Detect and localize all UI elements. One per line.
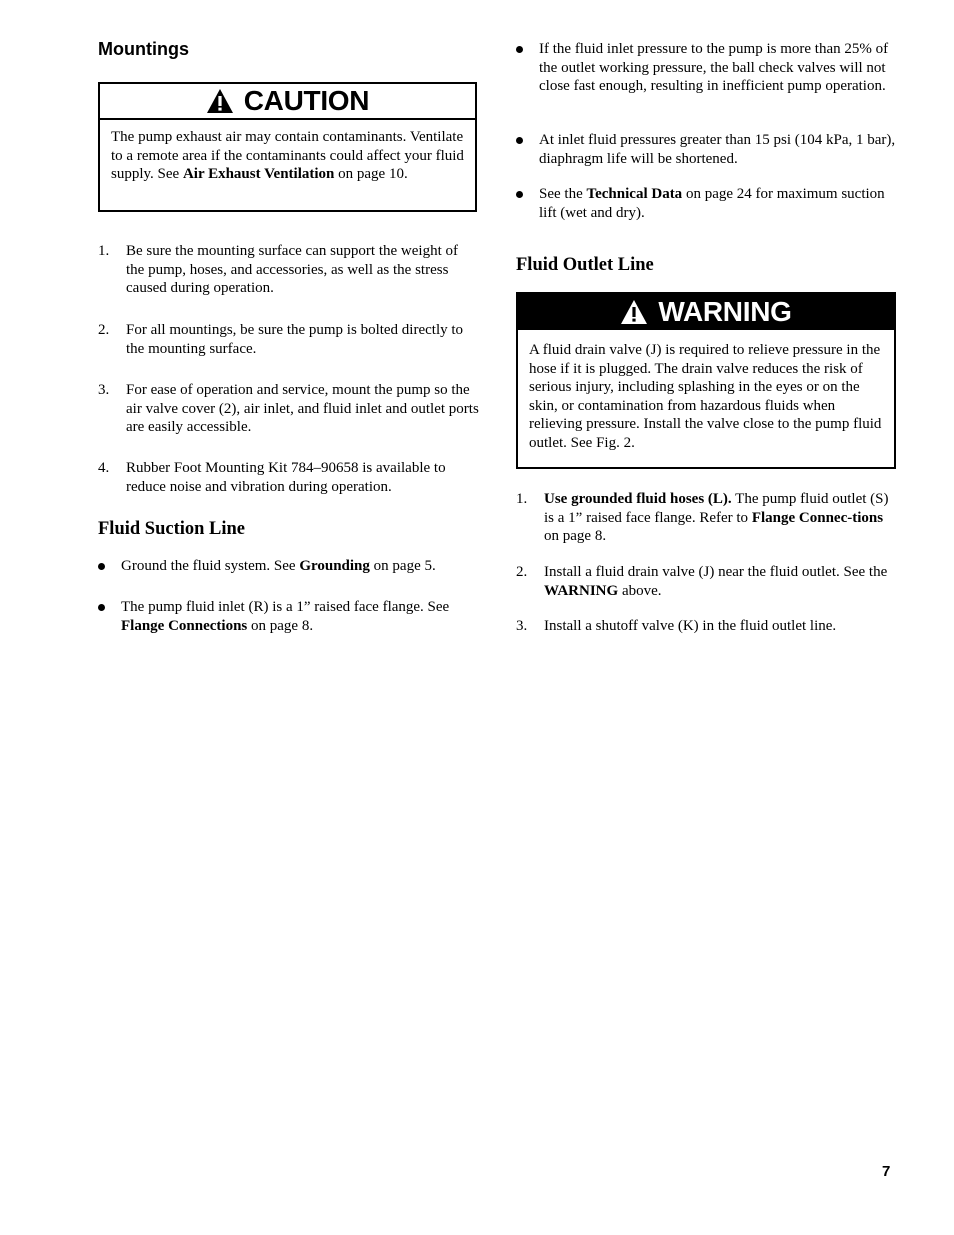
bullet-icon <box>516 137 523 144</box>
caution-header <box>100 84 475 120</box>
outlet-step-3: 3. Install a shutoff valve (K) in the fluid outlet line. <box>516 618 837 634</box>
fluid-suction-heading: Fluid Suction Line <box>98 519 246 539</box>
caution-label: CAUTION <box>243 84 370 116</box>
warning-triangle-icon <box>206 88 234 114</box>
suction-bullet-1: Ground the fluid system. See Grounding on page 5. <box>98 557 480 576</box>
inlet-bullet-3: See the Technical Data on page 24 for maximum suction lift (wet and dry). <box>516 185 896 222</box>
mounting-step-3: 3. For ease of operation and service, mount the pump so the air valve cover (2), air inlet, and fluid inlet and outlet ports are easily accessible. <box>98 382 479 436</box>
caution-text: The pump exhaust air may contain contaminants. Ventilate to a remote area if the contaminants could affect your fluid supply. See Air Exhaust Ventilation on page 10. <box>111 129 464 183</box>
warning-label: WARNING <box>658 295 792 327</box>
fluid-outlet-heading: Fluid Outlet Line <box>516 255 654 275</box>
caution-box <box>98 82 477 212</box>
bullet-icon <box>516 191 523 198</box>
bullet-icon <box>516 46 523 53</box>
inlet-bullet-2: At inlet fluid pressures greater than 15 psi (104 kPa, 1 bar), diaphragm life will be shortened. <box>516 131 896 168</box>
outlet-step-2: 2. Install a fluid drain valve (J) near the fluid outlet. See the WARNING above. <box>516 564 888 599</box>
mounting-step-1: 1. Be sure the mounting surface can support the weight of the pump, hoses, and accessories, as well as the stress caused during operation. <box>98 243 458 297</box>
mounting-step-2: 2. For all mountings, be sure the pump is bolted directly to the mounting surface. <box>98 322 464 357</box>
suction-bullet-2: The pump fluid inlet (R) is a 1” raised face flange. See Flange Connections on page 8. <box>98 598 480 635</box>
bullet-icon <box>98 604 105 611</box>
warning-box <box>516 292 896 469</box>
warning-header <box>518 294 894 330</box>
mounting-step-4: 4. Rubber Foot Mounting Kit 784–90658 is available to reduce noise and vibration during operation. <box>98 460 446 495</box>
bullet-icon <box>98 563 105 570</box>
page-number: 7 <box>882 1163 891 1180</box>
air-exhaust-link-text: Air Exhaust Ventilation <box>182 166 335 183</box>
warning-text: A fluid drain valve (J) is required to relieve pressure in the hose if it is plugged. The drain valve reduces the risk of serious injury, including splashing in the eyes or on the skin, or contamination from hazardous fluids when relieving pressure. Install the valve close to the pump fluid outlet. See Fig. 2. <box>529 342 882 451</box>
inlet-bullet-1: If the fluid inlet pressure to the pump is more than 25% of the outlet working pressure, the ball check valves will not close fast enough, resulting in inefficient pump operation. <box>516 40 896 96</box>
outlet-step-1: 1. Use grounded fluid hoses (L). The pump fluid outlet (S) is a 1” raised face flange. Refer to Flange Connec-tions on page 8. <box>516 491 889 545</box>
warning-triangle-icon <box>620 299 648 325</box>
mountings-heading: Mountings <box>98 39 189 59</box>
